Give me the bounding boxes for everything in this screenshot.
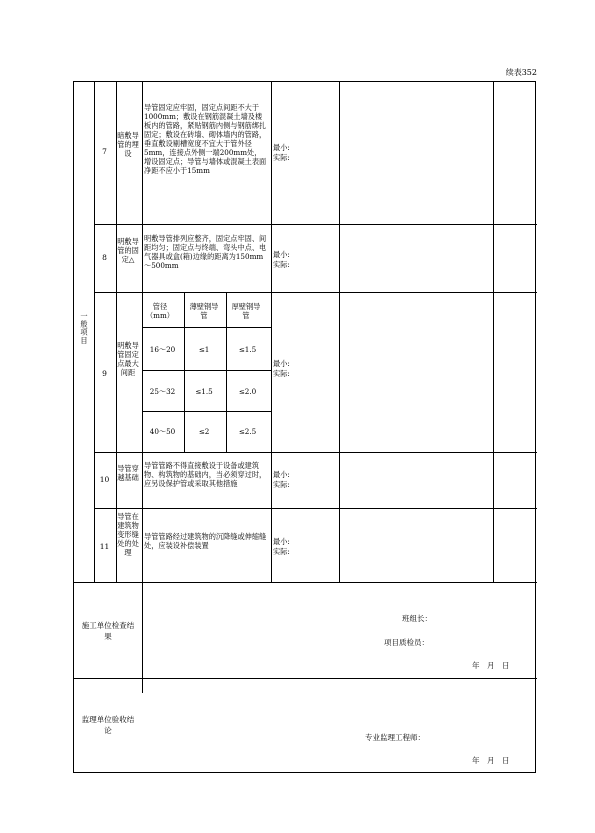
subtable-line: [142, 370, 271, 371]
actual-label: 实际:: [273, 369, 290, 378]
row-number: 8: [102, 253, 107, 262]
row-number: 11: [99, 542, 110, 551]
row-divider: [94, 224, 537, 225]
subtable-cell: ≤1.5: [195, 387, 213, 396]
row-description: 导管固定应牢固，固定点间距不大于1000mm；敷设在钢筋混凝土墙及楼板内的管路，紧贴钢筋内侧与钢筋绑扎固定；敷设在砖墙、砌体墙内的管路，垂直敷设剔槽宽度不宜大于管外径5mm，连接点外侧一端200mm处，增设固定点；导管与墙体或混凝土表面净距不应小于15mm: [144, 103, 267, 175]
min-label: 最小:: [273, 250, 290, 259]
row-item: 明敷导管固定点最大间距: [117, 341, 139, 377]
row-divider: [94, 452, 537, 453]
min-label: 最小:: [273, 359, 290, 368]
subtable-header: 厚壁钢导管: [231, 302, 261, 320]
min-label: 最小:: [273, 537, 290, 546]
engineer-label: 专业监理工程师：: [365, 733, 425, 742]
supervision-date: 年 月 日: [472, 756, 510, 765]
section-label: 一般项目: [80, 312, 89, 345]
team-leader-label: 班组长：: [402, 614, 432, 623]
continued-label: 续表352: [505, 68, 537, 77]
subtable-line: [142, 327, 271, 328]
row-number: 9: [102, 369, 107, 378]
row-item: 暗敷导管的埋设: [117, 131, 139, 158]
subtable-cell: ≤1.5: [238, 345, 257, 354]
row-divider: [74, 678, 537, 679]
row-description: 导管管路不得直接敷设于设备或建筑物、构筑物的基础内，当必须穿过时，应另设保护管或采取其他措施: [144, 461, 267, 488]
row-divider: [94, 292, 537, 293]
subtable-cell: ≤2.5: [238, 427, 257, 436]
subtable-cell: 16～20: [149, 345, 176, 354]
actual-label: 实际:: [273, 153, 290, 162]
row-item: 导管在建筑物变形缝处的处理: [117, 512, 139, 557]
row-number: 7: [102, 147, 107, 156]
subtable-line: [142, 411, 271, 412]
construction-date: 年 月 日: [472, 661, 510, 670]
actual-label: 实际:: [273, 480, 290, 489]
subtable-header: 管径（mm）: [145, 302, 174, 320]
row-description: 明敷导管排列应整齐，固定点牢固、间距均匀；固定点与终端、弯头中点、电气器具或盒(箱)边缘的距离为150mm～500mm: [144, 234, 267, 270]
construction-label: 施工单位检查结果: [81, 621, 135, 641]
subtable-header: 薄壁钢导管: [189, 302, 219, 320]
supervision-label: 监理单位验收结论: [81, 715, 135, 735]
subtable-cell: ≤2: [198, 427, 210, 436]
min-label: 最小:: [273, 470, 290, 479]
row-description: 导管管路经过建筑物的沉降缝或伸缩缝处，应装设补偿装置: [144, 532, 267, 550]
row-divider: [94, 508, 537, 509]
subtable-cell: ≤2.0: [238, 387, 257, 396]
inspector-label: 项目质检员：: [384, 638, 429, 647]
actual-label: 实际:: [273, 547, 290, 556]
min-label: 最小:: [273, 143, 290, 152]
subtable-cell: 25～32: [149, 387, 176, 396]
row-item: 明敷导管的固定△: [117, 237, 139, 264]
subtable-cell: 40～50: [149, 427, 176, 436]
subtable-cell: ≤1: [198, 345, 210, 354]
actual-label: 实际:: [273, 260, 290, 269]
row-number: 10: [99, 475, 110, 484]
row-item: 导管穿越基础: [117, 464, 139, 482]
row-divider: [74, 582, 537, 583]
